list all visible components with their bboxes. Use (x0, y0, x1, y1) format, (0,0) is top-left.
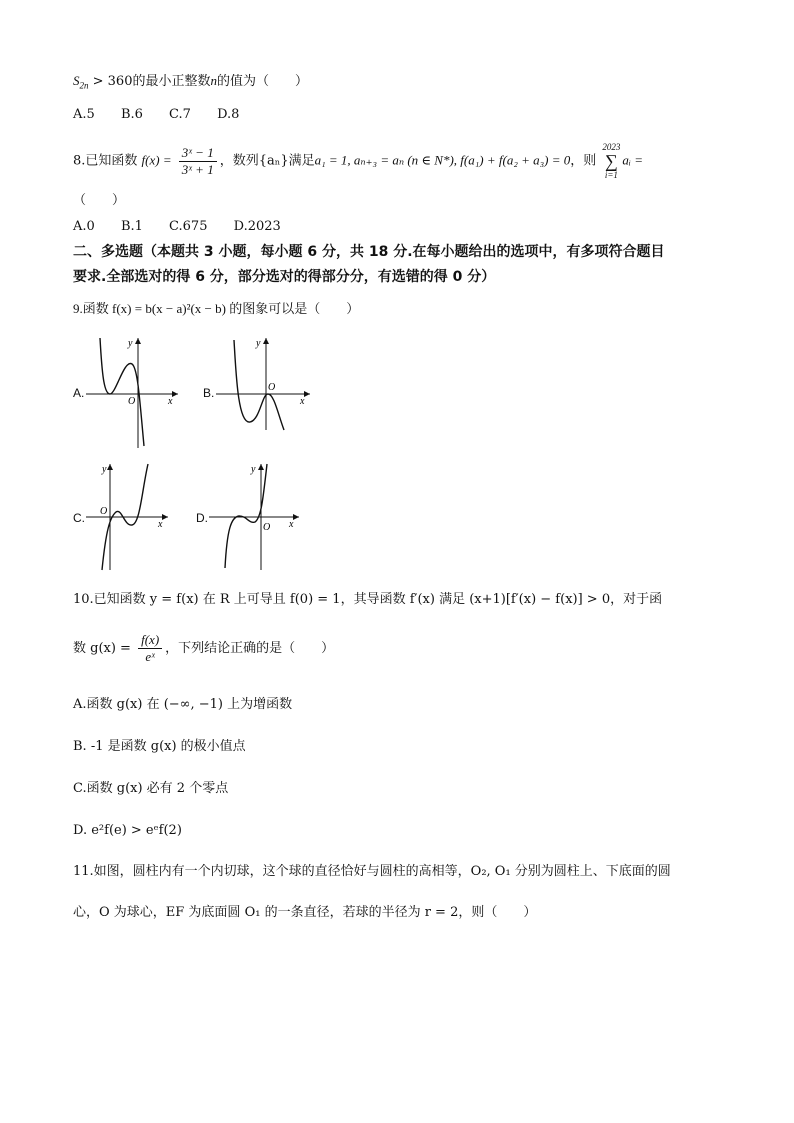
x-axis-label: x (300, 396, 305, 407)
q7-sum-subscript: 2n (79, 80, 89, 91)
q10-option-c[interactable]: C.函数 g(x) 必有 2 个零点 (73, 781, 229, 796)
q7-options (73, 106, 261, 124)
sigma-icon: ∑ (604, 151, 618, 171)
q8-option-d[interactable]: D.2023 (233, 219, 281, 234)
y-axis-arrow-icon (258, 464, 264, 470)
q8-paren: （ ） (73, 193, 126, 208)
q7-option-b[interactable]: B.6 (120, 107, 143, 122)
x-axis-label: x (158, 519, 163, 530)
x-axis-label: x (168, 396, 173, 407)
x-axis-arrow-icon (293, 514, 299, 520)
q8-mid: ，数列{aₙ}满足 (219, 153, 315, 169)
q8-sum-bottom: i=1 (604, 170, 618, 180)
q8-sum-top: 2023 (602, 142, 621, 152)
x-axis-arrow-icon (304, 391, 310, 397)
q8-fraction (179, 145, 217, 178)
q10-option-d[interactable]: D. e²f(e) > eᵉf(2) (73, 823, 182, 838)
y-axis-label: y (102, 464, 107, 475)
q8-fraction-num: 3ˣ − 1 (179, 145, 217, 162)
y-axis-label: y (128, 338, 133, 349)
q10-line1: 10.已知函数 y = f(x) 在 R 上可导且 f(0) = 1，其导函数 f′(x) 满足 (x+1)[f′(x) − f(x)] > 0，对于函 (73, 592, 663, 607)
q8-f-def: f(x) = (141, 152, 172, 168)
q7-sum-symbol: S (73, 73, 80, 88)
curve-a (100, 338, 144, 446)
q7-relation: > 360 (88, 74, 133, 89)
q7-option-a[interactable]: A.5 (73, 107, 95, 122)
q10-line2-suffix: ，下列结论正确的是（ ） (165, 641, 335, 656)
q7-n: n (210, 73, 217, 88)
q10-option-b[interactable]: B. -1 是函数 g(x) 的极小值点 (73, 739, 246, 754)
q8-option-a[interactable]: A.0 (73, 219, 95, 234)
q9-graph-d[interactable] (209, 460, 309, 572)
q7-tail-line (73, 72, 308, 95)
q9-graph-c[interactable] (86, 460, 176, 572)
q8-prefix: 8.已知函数 (73, 153, 138, 169)
q8-options (73, 218, 303, 236)
q11-line1: 11.如图，圆柱内有一个内切球，这个球的直径恰好与圆柱的高相等，O₂, O₁ 分别为圆柱上、下底面的圆 (73, 864, 671, 879)
q8-sum-term: aᵢ = (622, 152, 643, 168)
origin-label: O (268, 382, 276, 393)
q7-text: 的最小正整数 (132, 74, 211, 89)
y-axis-label: y (256, 338, 261, 349)
x-axis-arrow-icon (162, 514, 168, 520)
section2-heading-line2: 要求.全部选对的得 6 分，部分选对的得部分分，有选错的得 0 分） (73, 269, 496, 285)
q9-graph-b[interactable] (216, 334, 316, 434)
q8-line (73, 142, 643, 180)
q7-option-c[interactable]: C.7 (169, 107, 191, 122)
section2-heading-line1: 二、多选题（本题共 3 小题，每小题 6 分，共 18 分.在每小题给出的选项中，有多项符合题目 (73, 244, 665, 260)
q9-graph-a-label[interactable]: A. (73, 386, 85, 400)
x-axis-label: x (289, 519, 294, 530)
q9-graph-c-label[interactable]: C. (73, 511, 85, 525)
q10-fraction-den: eˣ (145, 649, 155, 664)
y-axis-arrow-icon (263, 338, 269, 344)
q10-option-a[interactable]: A.函数 g(x) 在 (−∞, −1) 上为增函数 (73, 697, 293, 712)
origin-label: O (128, 396, 136, 407)
origin-label: O (263, 522, 271, 533)
q9-graph-d-label[interactable]: D. (196, 511, 208, 525)
q9-question: 9.函数 f(x) = b(x − a)²(x − b) 的图象可以是（ ） (73, 301, 360, 316)
q8-sum (602, 142, 620, 180)
origin-label: O (100, 506, 108, 517)
q8-option-b[interactable]: B.1 (120, 219, 143, 234)
q9-graph-b-label[interactable]: B. (203, 386, 215, 400)
q9-graph-a[interactable] (86, 334, 186, 450)
q7-option-d[interactable]: D.8 (217, 107, 240, 122)
q11-line2: 心，O 为球心，EF 为底面圆 O₁ 的一条直径，若球的半径为 r = 2，则（ ） (73, 905, 537, 920)
curve-b (234, 340, 284, 430)
q8-condition: a₁ = 1, aₙ₊₃ = aₙ (n ∈ N*), f(a₁) + f(a₂ + a₃) = 0 (314, 152, 571, 168)
q7-text2: 的值为（ ） (217, 74, 309, 89)
q10-line2 (73, 632, 334, 666)
y-axis-arrow-icon (107, 464, 113, 470)
q8-option-c[interactable]: C.675 (169, 219, 208, 234)
q10-fraction (138, 632, 162, 665)
y-axis-arrow-icon (135, 338, 141, 344)
q10-fraction-num: f(x) (138, 632, 162, 649)
q8-fraction-den: 3ˣ + 1 (181, 161, 214, 177)
x-axis-arrow-icon (172, 391, 178, 397)
y-axis-label: y (251, 464, 256, 475)
q10-line2-prefix: 数 g(x) = (73, 641, 131, 656)
q8-then: ，则 (570, 153, 597, 169)
